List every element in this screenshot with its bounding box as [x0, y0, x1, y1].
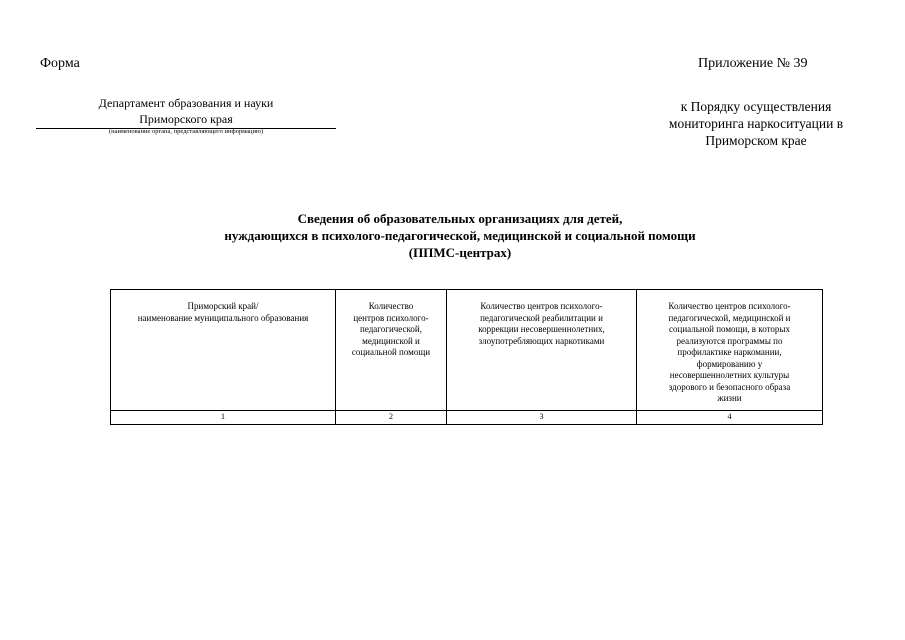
header-text: несовершеннолетних культуры [669, 370, 790, 380]
header-text: социальной помощи [351, 347, 431, 357]
header-cell-1 [111, 290, 336, 411]
header-text: Приморский край/ [187, 301, 259, 311]
column-number-row [111, 411, 823, 425]
header-cell-4 [637, 290, 823, 411]
header-cell-2 [336, 290, 447, 411]
header-text: Количество центров психолого- [668, 301, 791, 311]
header-text: реализуются программы по [676, 335, 783, 346]
department-caption: (наименование органа, представляющего информацию) [108, 128, 264, 135]
department-name-line2: Приморского края [36, 111, 336, 129]
procedure-reference [640, 98, 872, 149]
column-number: 4 [637, 411, 823, 425]
header-text: центров психолого- [353, 312, 429, 323]
header-text: медицинской и [362, 335, 420, 346]
header-cell-3 [447, 290, 637, 411]
title-line2: нуждающихся в психолого-педагогической, медицинской и социальной помощи [224, 228, 696, 243]
header-text: педагогической, медицинской и [668, 312, 791, 323]
data-table [110, 289, 823, 425]
appendix-number: Приложение № 39 [698, 56, 808, 71]
procedure-line3: Приморском крае [705, 133, 807, 148]
table-header-row [111, 290, 823, 411]
header-text: наименование муниципального образования [137, 312, 309, 323]
title-line3: (ППМС-центрах) [408, 245, 512, 260]
header-text: педагогической реабилитации и [480, 312, 603, 323]
column-number: 2 [336, 411, 447, 425]
header-text: социальной помощи, в которых [669, 324, 790, 334]
header-text: профилактике наркомании, [677, 347, 782, 357]
header-text: злоупотребляющих наркотиками [478, 335, 605, 346]
header-text: формированию у [696, 358, 763, 369]
column-number: 1 [111, 411, 336, 425]
department-name-line1: Департамент образования и науки [98, 96, 274, 110]
header-text: жизни [717, 393, 742, 403]
header-text: здорового и безопасного образа [668, 381, 791, 392]
procedure-line2: мониторинга наркоситуации в [668, 116, 844, 131]
header-text: Количество [368, 301, 414, 311]
title-line1: Сведения об образовательных организациях для детей, [297, 211, 623, 226]
header-text: Количество центров психолого- [480, 301, 603, 311]
document-title [150, 210, 770, 261]
column-number: 3 [447, 411, 637, 425]
header-text: коррекции несовершеннолетних, [478, 324, 605, 334]
form-label: Форма [40, 56, 80, 71]
procedure-line1: к Порядку осуществления [680, 99, 832, 114]
department-block [36, 95, 336, 129]
header-text: педагогической, [360, 324, 422, 334]
